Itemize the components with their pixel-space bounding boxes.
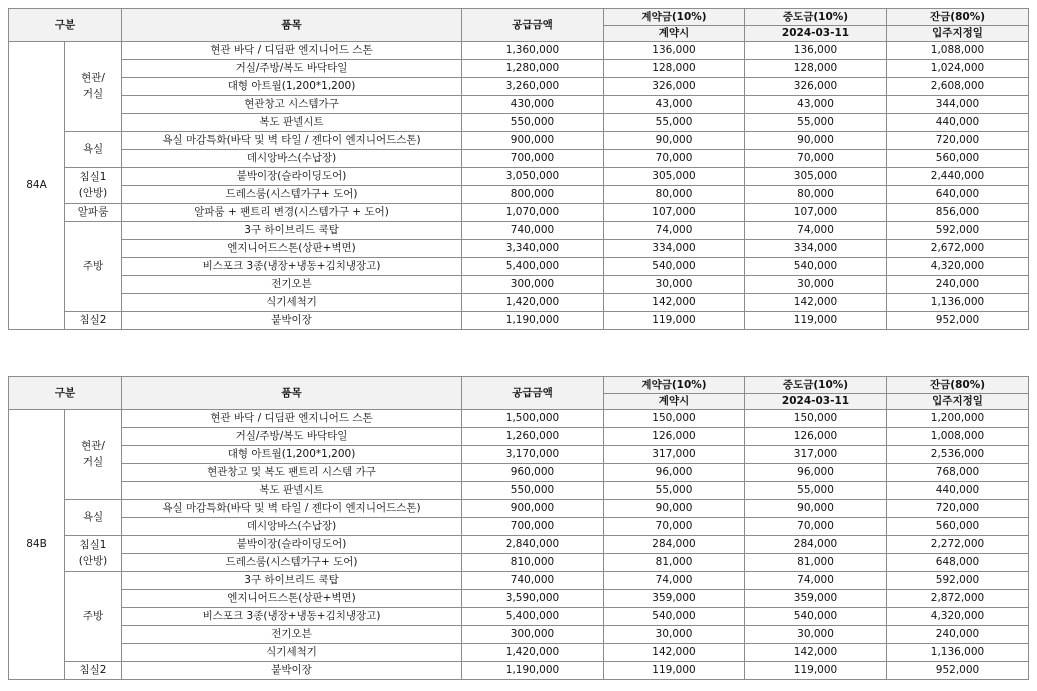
supply-amount-cell: 3,260,000 [462,78,604,96]
table-row [9,446,1029,464]
header-item: 품목 [122,9,462,42]
contract-amount-cell: 126,000 [604,428,745,446]
supply-amount-cell: 740,000 [462,572,604,590]
supply-amount-cell: 1,360,000 [462,42,604,60]
supply-amount-cell: 960,000 [462,464,604,482]
balance-amount-cell: 648,000 [887,554,1029,572]
item-name-cell: 식기세척기 [122,644,462,662]
table-row [9,662,1029,680]
contract-amount-cell: 136,000 [604,42,745,60]
supply-amount-cell: 700,000 [462,150,604,168]
table-row [9,60,1029,78]
contract-amount-cell: 55,000 [604,482,745,500]
room-group-cell: 침실1 (안방) [65,168,122,204]
balance-amount-cell: 1,008,000 [887,428,1029,446]
room-group-cell: 알파룸 [65,204,122,222]
item-name-cell: 거실/주방/복도 바닥타일 [122,60,462,78]
table-row [9,626,1029,644]
header-middle-date: 2024-03-11 [745,394,887,410]
header-middle-date: 2024-03-11 [745,26,887,42]
item-name-cell: 복도 판넬시트 [122,482,462,500]
balance-amount-cell: 2,272,000 [887,536,1029,554]
option-price-table-84a [8,8,1029,330]
middle-amount-cell: 317,000 [745,446,887,464]
contract-amount-cell: 326,000 [604,78,745,96]
unit-type-cell: 84A [9,42,65,330]
item-name-cell: 식기세척기 [122,294,462,312]
balance-amount-cell: 344,000 [887,96,1029,114]
contract-amount-cell: 74,000 [604,222,745,240]
item-name-cell: 붙박이장 [122,312,462,330]
supply-amount-cell: 900,000 [462,500,604,518]
balance-amount-cell: 768,000 [887,464,1029,482]
contract-amount-cell: 80,000 [604,186,745,204]
item-name-cell: 거실/주방/복도 바닥타일 [122,428,462,446]
middle-amount-cell: 30,000 [745,626,887,644]
room-group-cell: 침실2 [65,662,122,680]
item-name-cell: 현관 바닥 / 디딤판 엔지니어드 스톤 [122,42,462,60]
supply-amount-cell: 1,260,000 [462,428,604,446]
supply-amount-cell: 700,000 [462,518,604,536]
contract-amount-cell: 142,000 [604,294,745,312]
middle-amount-cell: 142,000 [745,644,887,662]
table-row [9,536,1029,554]
table-row [9,294,1029,312]
balance-amount-cell: 592,000 [887,222,1029,240]
item-name-cell: 전기오븐 [122,276,462,294]
header-balance: 잔금(80%) [887,377,1029,394]
item-name-cell: 비스포크 3종(냉장+냉동+김치냉장고) [122,608,462,626]
header-contract-timing: 계약시 [604,26,745,42]
table-row [9,590,1029,608]
supply-amount-cell: 1,500,000 [462,410,604,428]
table-row [9,96,1029,114]
contract-amount-cell: 30,000 [604,276,745,294]
middle-amount-cell: 90,000 [745,500,887,518]
balance-amount-cell: 2,440,000 [887,168,1029,186]
item-name-cell: 드레스룸(시스템가구+ 도어) [122,186,462,204]
item-name-cell: 알파룸 + 팬트리 변경(시스템가구 + 도어) [122,204,462,222]
contract-amount-cell: 305,000 [604,168,745,186]
item-name-cell: 데시앙바스(수납장) [122,518,462,536]
supply-amount-cell: 1,420,000 [462,294,604,312]
middle-amount-cell: 30,000 [745,276,887,294]
middle-amount-cell: 55,000 [745,482,887,500]
table-body [9,410,1029,680]
table-row [9,258,1029,276]
balance-amount-cell: 440,000 [887,114,1029,132]
middle-amount-cell: 119,000 [745,662,887,680]
item-name-cell: 대형 아트월(1,200*1,200) [122,446,462,464]
header-category: 구분 [9,9,122,42]
supply-amount-cell: 5,400,000 [462,258,604,276]
table-body [9,42,1029,330]
balance-amount-cell: 2,872,000 [887,590,1029,608]
balance-amount-cell: 4,320,000 [887,608,1029,626]
header-middle-payment: 중도금(10%) [745,9,887,26]
middle-amount-cell: 540,000 [745,258,887,276]
room-group-cell: 현관/ 거실 [65,42,122,132]
contract-amount-cell: 107,000 [604,204,745,222]
table-row [9,312,1029,330]
item-name-cell: 드레스룸(시스템가구+ 도어) [122,554,462,572]
supply-amount-cell: 800,000 [462,186,604,204]
table-row [9,644,1029,662]
table-row [9,240,1029,258]
table-row [9,608,1029,626]
balance-amount-cell: 952,000 [887,662,1029,680]
middle-amount-cell: 540,000 [745,608,887,626]
middle-amount-cell: 136,000 [745,42,887,60]
balance-amount-cell: 856,000 [887,204,1029,222]
middle-amount-cell: 80,000 [745,186,887,204]
balance-amount-cell: 1,136,000 [887,644,1029,662]
room-group-cell: 욕실 [65,500,122,536]
table-row [9,464,1029,482]
middle-amount-cell: 334,000 [745,240,887,258]
middle-amount-cell: 359,000 [745,590,887,608]
balance-amount-cell: 4,320,000 [887,258,1029,276]
table-row [9,554,1029,572]
middle-amount-cell: 96,000 [745,464,887,482]
middle-amount-cell: 70,000 [745,518,887,536]
middle-amount-cell: 81,000 [745,554,887,572]
contract-amount-cell: 334,000 [604,240,745,258]
table-row [9,204,1029,222]
balance-amount-cell: 560,000 [887,518,1029,536]
header-balance-timing: 입주지정일 [887,26,1029,42]
table-row [9,482,1029,500]
room-group-cell: 주방 [65,222,122,312]
item-name-cell: 현관창고 시스템가구 [122,96,462,114]
contract-amount-cell: 81,000 [604,554,745,572]
middle-amount-cell: 119,000 [745,312,887,330]
room-group-cell: 현관/ 거실 [65,410,122,500]
middle-amount-cell: 74,000 [745,222,887,240]
balance-amount-cell: 2,608,000 [887,78,1029,96]
contract-amount-cell: 74,000 [604,572,745,590]
contract-amount-cell: 284,000 [604,536,745,554]
balance-amount-cell: 240,000 [887,276,1029,294]
item-name-cell: 3구 하이브리드 쿡탑 [122,572,462,590]
item-name-cell: 비스포크 3종(냉장+냉동+김치냉장고) [122,258,462,276]
contract-amount-cell: 540,000 [604,608,745,626]
table-row [9,572,1029,590]
table-row [9,186,1029,204]
middle-amount-cell: 128,000 [745,60,887,78]
supply-amount-cell: 810,000 [462,554,604,572]
item-name-cell: 대형 아트월(1,200*1,200) [122,78,462,96]
contract-amount-cell: 150,000 [604,410,745,428]
supply-amount-cell: 300,000 [462,626,604,644]
supply-amount-cell: 300,000 [462,276,604,294]
balance-amount-cell: 560,000 [887,150,1029,168]
supply-amount-cell: 900,000 [462,132,604,150]
item-name-cell: 현관 바닥 / 디딤판 엔지니어드 스톤 [122,410,462,428]
contract-amount-cell: 70,000 [604,518,745,536]
supply-amount-cell: 1,190,000 [462,312,604,330]
item-name-cell: 전기오븐 [122,626,462,644]
middle-amount-cell: 150,000 [745,410,887,428]
balance-amount-cell: 1,024,000 [887,60,1029,78]
supply-amount-cell: 3,170,000 [462,446,604,464]
middle-amount-cell: 126,000 [745,428,887,446]
balance-amount-cell: 2,536,000 [887,446,1029,464]
contract-amount-cell: 55,000 [604,114,745,132]
item-name-cell: 붙박이장(슬라이딩도어) [122,168,462,186]
unit-type-cell: 84B [9,410,65,680]
balance-amount-cell: 720,000 [887,132,1029,150]
room-group-cell: 침실2 [65,312,122,330]
middle-amount-cell: 107,000 [745,204,887,222]
contract-amount-cell: 142,000 [604,644,745,662]
table-row [9,114,1029,132]
contract-amount-cell: 96,000 [604,464,745,482]
room-group-cell: 주방 [65,572,122,662]
contract-amount-cell: 317,000 [604,446,745,464]
item-name-cell: 3구 하이브리드 쿡탑 [122,222,462,240]
middle-amount-cell: 74,000 [745,572,887,590]
contract-amount-cell: 540,000 [604,258,745,276]
middle-amount-cell: 70,000 [745,150,887,168]
supply-amount-cell: 550,000 [462,482,604,500]
item-name-cell: 엔지니어드스톤(상판+벽면) [122,590,462,608]
balance-amount-cell: 952,000 [887,312,1029,330]
supply-amount-cell: 3,590,000 [462,590,604,608]
header-balance: 잔금(80%) [887,9,1029,26]
middle-amount-cell: 142,000 [745,294,887,312]
table-row [9,132,1029,150]
contract-amount-cell: 359,000 [604,590,745,608]
room-group-cell: 욕실 [65,132,122,168]
option-price-table-84b [8,376,1029,680]
supply-amount-cell: 550,000 [462,114,604,132]
item-name-cell: 욕실 마감특화(바닥 및 벽 타일 / 젠다이 엔지니어드스톤) [122,132,462,150]
supply-amount-cell: 1,280,000 [462,60,604,78]
table-row [9,150,1029,168]
header-contract: 계약금(10%) [604,9,745,26]
balance-amount-cell: 1,136,000 [887,294,1029,312]
header-contract: 계약금(10%) [604,377,745,394]
header-contract-timing: 계약시 [604,394,745,410]
supply-amount-cell: 1,070,000 [462,204,604,222]
middle-amount-cell: 55,000 [745,114,887,132]
supply-amount-cell: 3,050,000 [462,168,604,186]
item-name-cell: 엔지니어드스톤(상판+벽면) [122,240,462,258]
contract-amount-cell: 128,000 [604,60,745,78]
middle-amount-cell: 284,000 [745,536,887,554]
header-middle-payment: 중도금(10%) [745,377,887,394]
table-row [9,42,1029,60]
item-name-cell: 욕실 마감특화(바닥 및 벽 타일 / 젠다이 엔지니어드스톤) [122,500,462,518]
contract-amount-cell: 70,000 [604,150,745,168]
item-name-cell: 데시앙바스(수납장) [122,150,462,168]
balance-amount-cell: 1,088,000 [887,42,1029,60]
item-name-cell: 복도 판넬시트 [122,114,462,132]
header-supply-amount: 공급금액 [462,9,604,42]
table-row [9,518,1029,536]
balance-amount-cell: 240,000 [887,626,1029,644]
balance-amount-cell: 1,200,000 [887,410,1029,428]
supply-amount-cell: 2,840,000 [462,536,604,554]
contract-amount-cell: 30,000 [604,626,745,644]
supply-amount-cell: 1,190,000 [462,662,604,680]
header-category: 구분 [9,377,122,410]
middle-amount-cell: 305,000 [745,168,887,186]
balance-amount-cell: 2,672,000 [887,240,1029,258]
table-row [9,410,1029,428]
supply-amount-cell: 740,000 [462,222,604,240]
balance-amount-cell: 440,000 [887,482,1029,500]
header-item: 품목 [122,377,462,410]
table-row [9,428,1029,446]
header-balance-timing: 입주지정일 [887,394,1029,410]
balance-amount-cell: 720,000 [887,500,1029,518]
item-name-cell: 붙박이장(슬라이딩도어) [122,536,462,554]
contract-amount-cell: 119,000 [604,312,745,330]
middle-amount-cell: 90,000 [745,132,887,150]
contract-amount-cell: 43,000 [604,96,745,114]
balance-amount-cell: 640,000 [887,186,1029,204]
middle-amount-cell: 326,000 [745,78,887,96]
table-row [9,168,1029,186]
table-row [9,78,1029,96]
middle-amount-cell: 43,000 [745,96,887,114]
table-row [9,500,1029,518]
table-row [9,222,1029,240]
contract-amount-cell: 90,000 [604,500,745,518]
supply-amount-cell: 1,420,000 [462,644,604,662]
header-supply-amount: 공급금액 [462,377,604,410]
table-row [9,276,1029,294]
balance-amount-cell: 592,000 [887,572,1029,590]
item-name-cell: 붙박이장 [122,662,462,680]
item-name-cell: 현관창고 및 복도 팬트리 시스템 가구 [122,464,462,482]
room-group-cell: 침실1 (안방) [65,536,122,572]
contract-amount-cell: 119,000 [604,662,745,680]
supply-amount-cell: 3,340,000 [462,240,604,258]
supply-amount-cell: 430,000 [462,96,604,114]
contract-amount-cell: 90,000 [604,132,745,150]
supply-amount-cell: 5,400,000 [462,608,604,626]
